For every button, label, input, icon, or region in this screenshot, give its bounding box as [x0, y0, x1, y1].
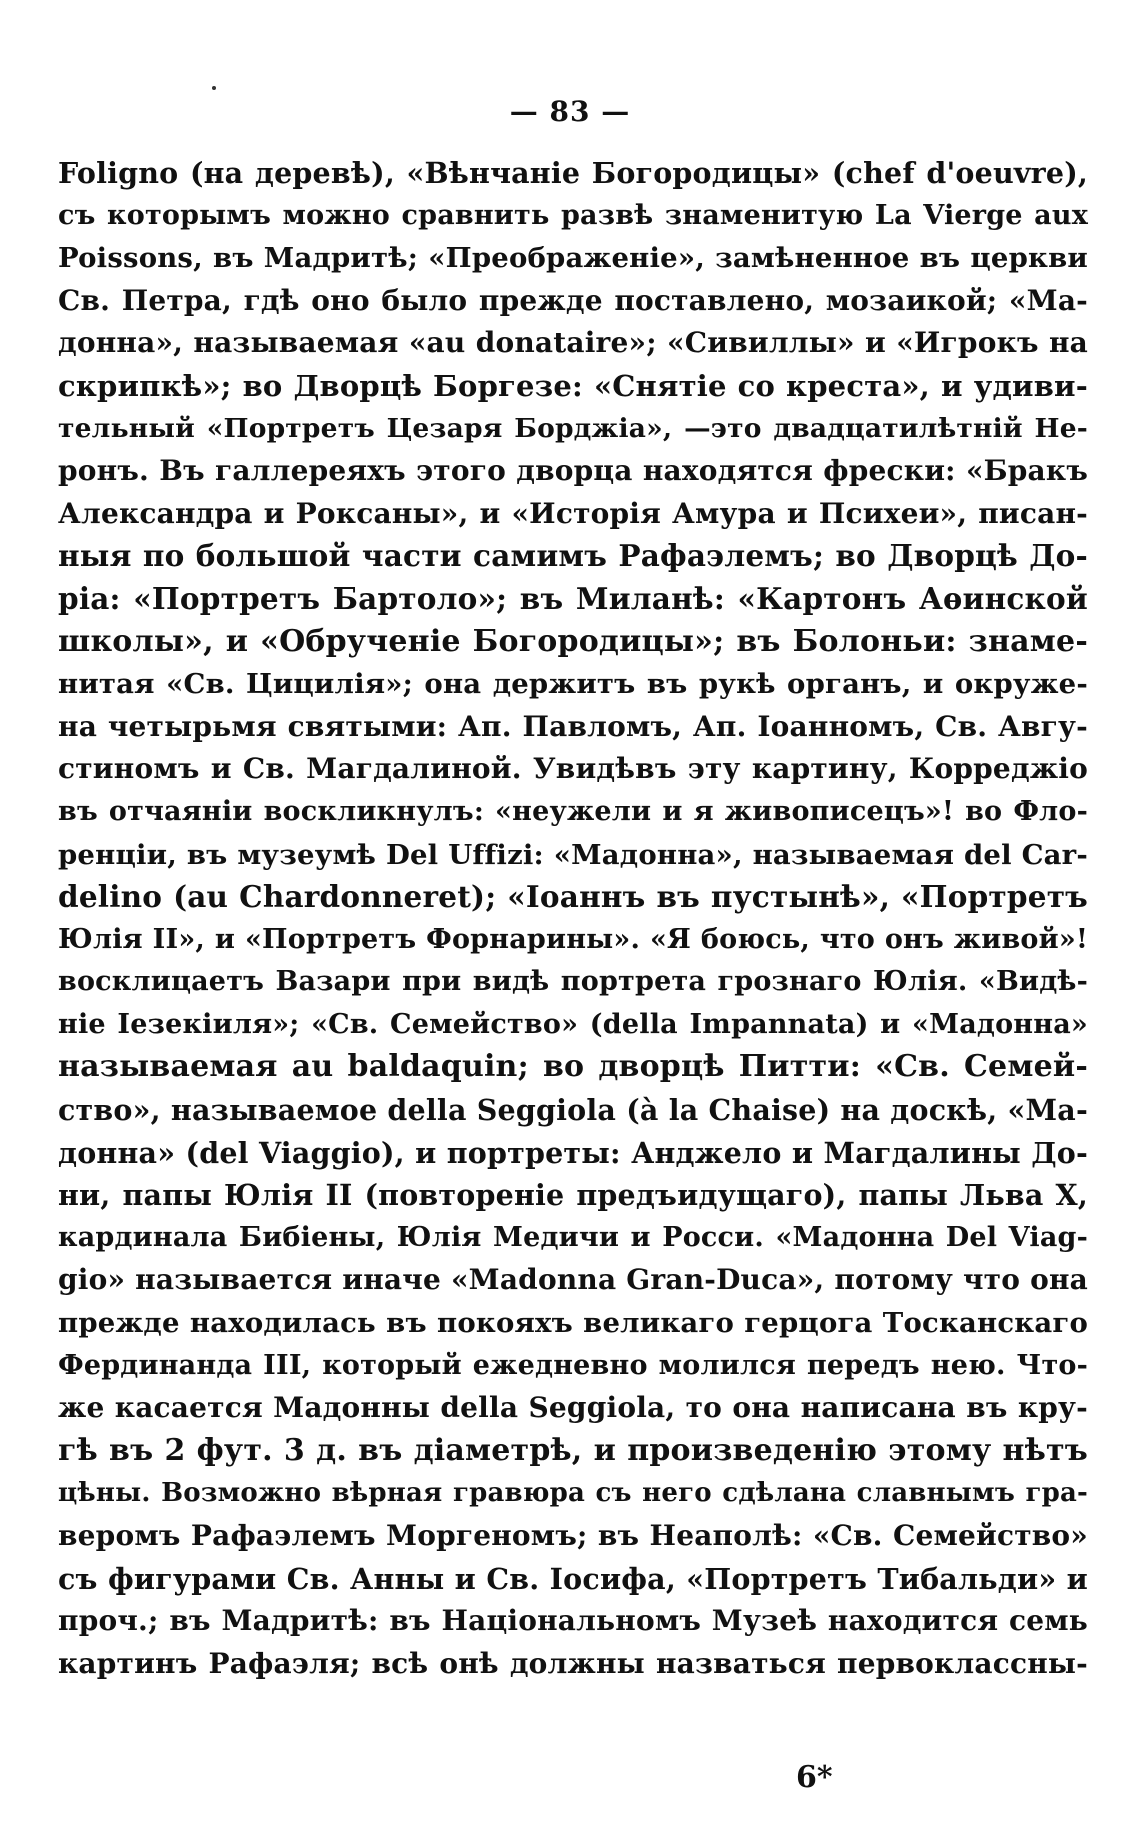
- text-line: gio» называется иначе «Madonna Gran-Duca», потому что она: [58, 1263, 1088, 1297]
- text-line: Александра и Роксаны», и «Исторія Амура и Психеи», писан-: [58, 496, 1088, 530]
- text-line: называемая au baldaquin; во дворцѣ Питти: «Св. Семей-: [58, 1049, 1088, 1085]
- text-line: ство», называемое della Seggiola (à la Chaise) на доскѣ, «Ма-: [58, 1093, 1088, 1128]
- text-line: ронъ. Въ галлереяхъ этого дворца находятся фрески: «Бракъ: [58, 454, 1088, 488]
- text-line: донна», называемая «au donataire»; «Сивиллы» и «Игрокъ на: [58, 326, 1088, 360]
- body-text: [58, 152, 1088, 1685]
- text-line: веромъ Рафаэлемъ Моргеномъ; въ Неаполѣ: «Св. Семейство»: [58, 1519, 1088, 1552]
- text-line: скрипкѣ»; во Дворцѣ Боргезе: «Снятіе со креста», и удиви-: [58, 368, 1088, 403]
- text-line: нитая «Св. Цицилія»; она держитъ въ рукѣ органъ, и окруже-: [58, 668, 1088, 701]
- text-line: ніе Іезекіиля»; «Св. Семейство» (della Impannata) и «Мадонна»: [58, 1008, 1088, 1040]
- text-line: ныя по большой части самимъ Рафаэлемъ; во Дворцѣ До-: [58, 538, 1088, 574]
- text-line: Св. Петра, гдѣ оно было прежде поставлено, мозаикой; «Ма-: [58, 283, 1088, 317]
- page-number: — 83 —: [509, 95, 631, 128]
- text-line: съ которымъ можно сравнить развѣ знаменитую La Vierge aux: [58, 199, 1088, 231]
- text-line: Foligno (на деревѣ), «Вѣнчаніе Богородицы» (chef d'oeuvre),: [58, 156, 1088, 190]
- text-line: delino (au Chardonneret); «Іоаннъ въ пустынѣ», «Портретъ: [58, 879, 1088, 915]
- text-line: съ фигурами Св. Анны и Св. Іосифа, «Портретъ Тибальди» и: [58, 1561, 1088, 1596]
- text-line: ренціи, въ музеумѣ Del Uffizi: «Мадонна», называемая del Car-: [58, 838, 1088, 871]
- text-line: въ отчаяніи воскликнулъ: «неужели и я живописецъ»! во Фло-: [58, 795, 1088, 827]
- text-line: же касается Мадонны della Seggiola, то она написана въ кру-: [58, 1391, 1088, 1425]
- signature-mark: 6*: [796, 1760, 833, 1795]
- text-line: ріа: «Портретъ Бартоло»; въ Миланѣ: «Картонъ Аѳинской: [58, 580, 1088, 616]
- text-line: Юлія II», и «Портретъ Форнарины». «Я боюсь, что онъ живой»!: [58, 923, 1088, 955]
- text-line: цѣны. Возможно вѣрная гравюра съ него сдѣлана славнымъ гра-: [58, 1478, 1088, 1509]
- text-line: картинъ Рафаэля; всѣ онѣ должны назваться первоклассны-: [58, 1646, 1088, 1680]
- text-line: Фердинанда III, который ежедневно молился передъ нею. Что-: [58, 1349, 1088, 1381]
- text-line: прежде находилась въ покояхъ великаго герцога Тосканскаго: [58, 1307, 1088, 1340]
- text-line: донна» (del Viaggio), и портреты: Анджело и Магдалины До-: [58, 1135, 1088, 1170]
- text-line: гѣ въ 2 фут. 3 д. въ діаметрѣ, и произведенію этому нѣтъ: [58, 1432, 1088, 1468]
- ink-speck: [212, 86, 216, 90]
- text-line: ни, папы Юлія II (повтореніе предъидущаго), папы Льва X,: [58, 1178, 1088, 1213]
- text-line: Poissons, въ Мадритѣ; «Преображеніе», замѣненное въ церкви: [58, 242, 1088, 275]
- text-line: восклицаетъ Вазари при видѣ портрета грознаго Юлія. «Видѣ-: [58, 966, 1088, 998]
- text-line: на четырьмя святыми: Ап. Павломъ, Ап. Іоанномъ, Св. Авгу-: [58, 709, 1088, 743]
- text-line: тельный «Портретъ Цезаря Борджіа», —это двадцатилѣтній Не-: [58, 412, 1088, 444]
- text-line: проч.; въ Мадритѣ: въ Національномъ Музеѣ находится семь: [58, 1604, 1088, 1638]
- text-line: стиномъ и Св. Магдалиной. Увидѣвъ эту картину, Корреджіо: [58, 752, 1088, 786]
- text-line: школы», и «Обрученіе Богородицы»; въ Болоньи: знаме-: [58, 623, 1088, 659]
- text-line: кардинала Бибіены, Юлія Медичи и Росси. «Мадонна Del Viag-: [58, 1221, 1088, 1253]
